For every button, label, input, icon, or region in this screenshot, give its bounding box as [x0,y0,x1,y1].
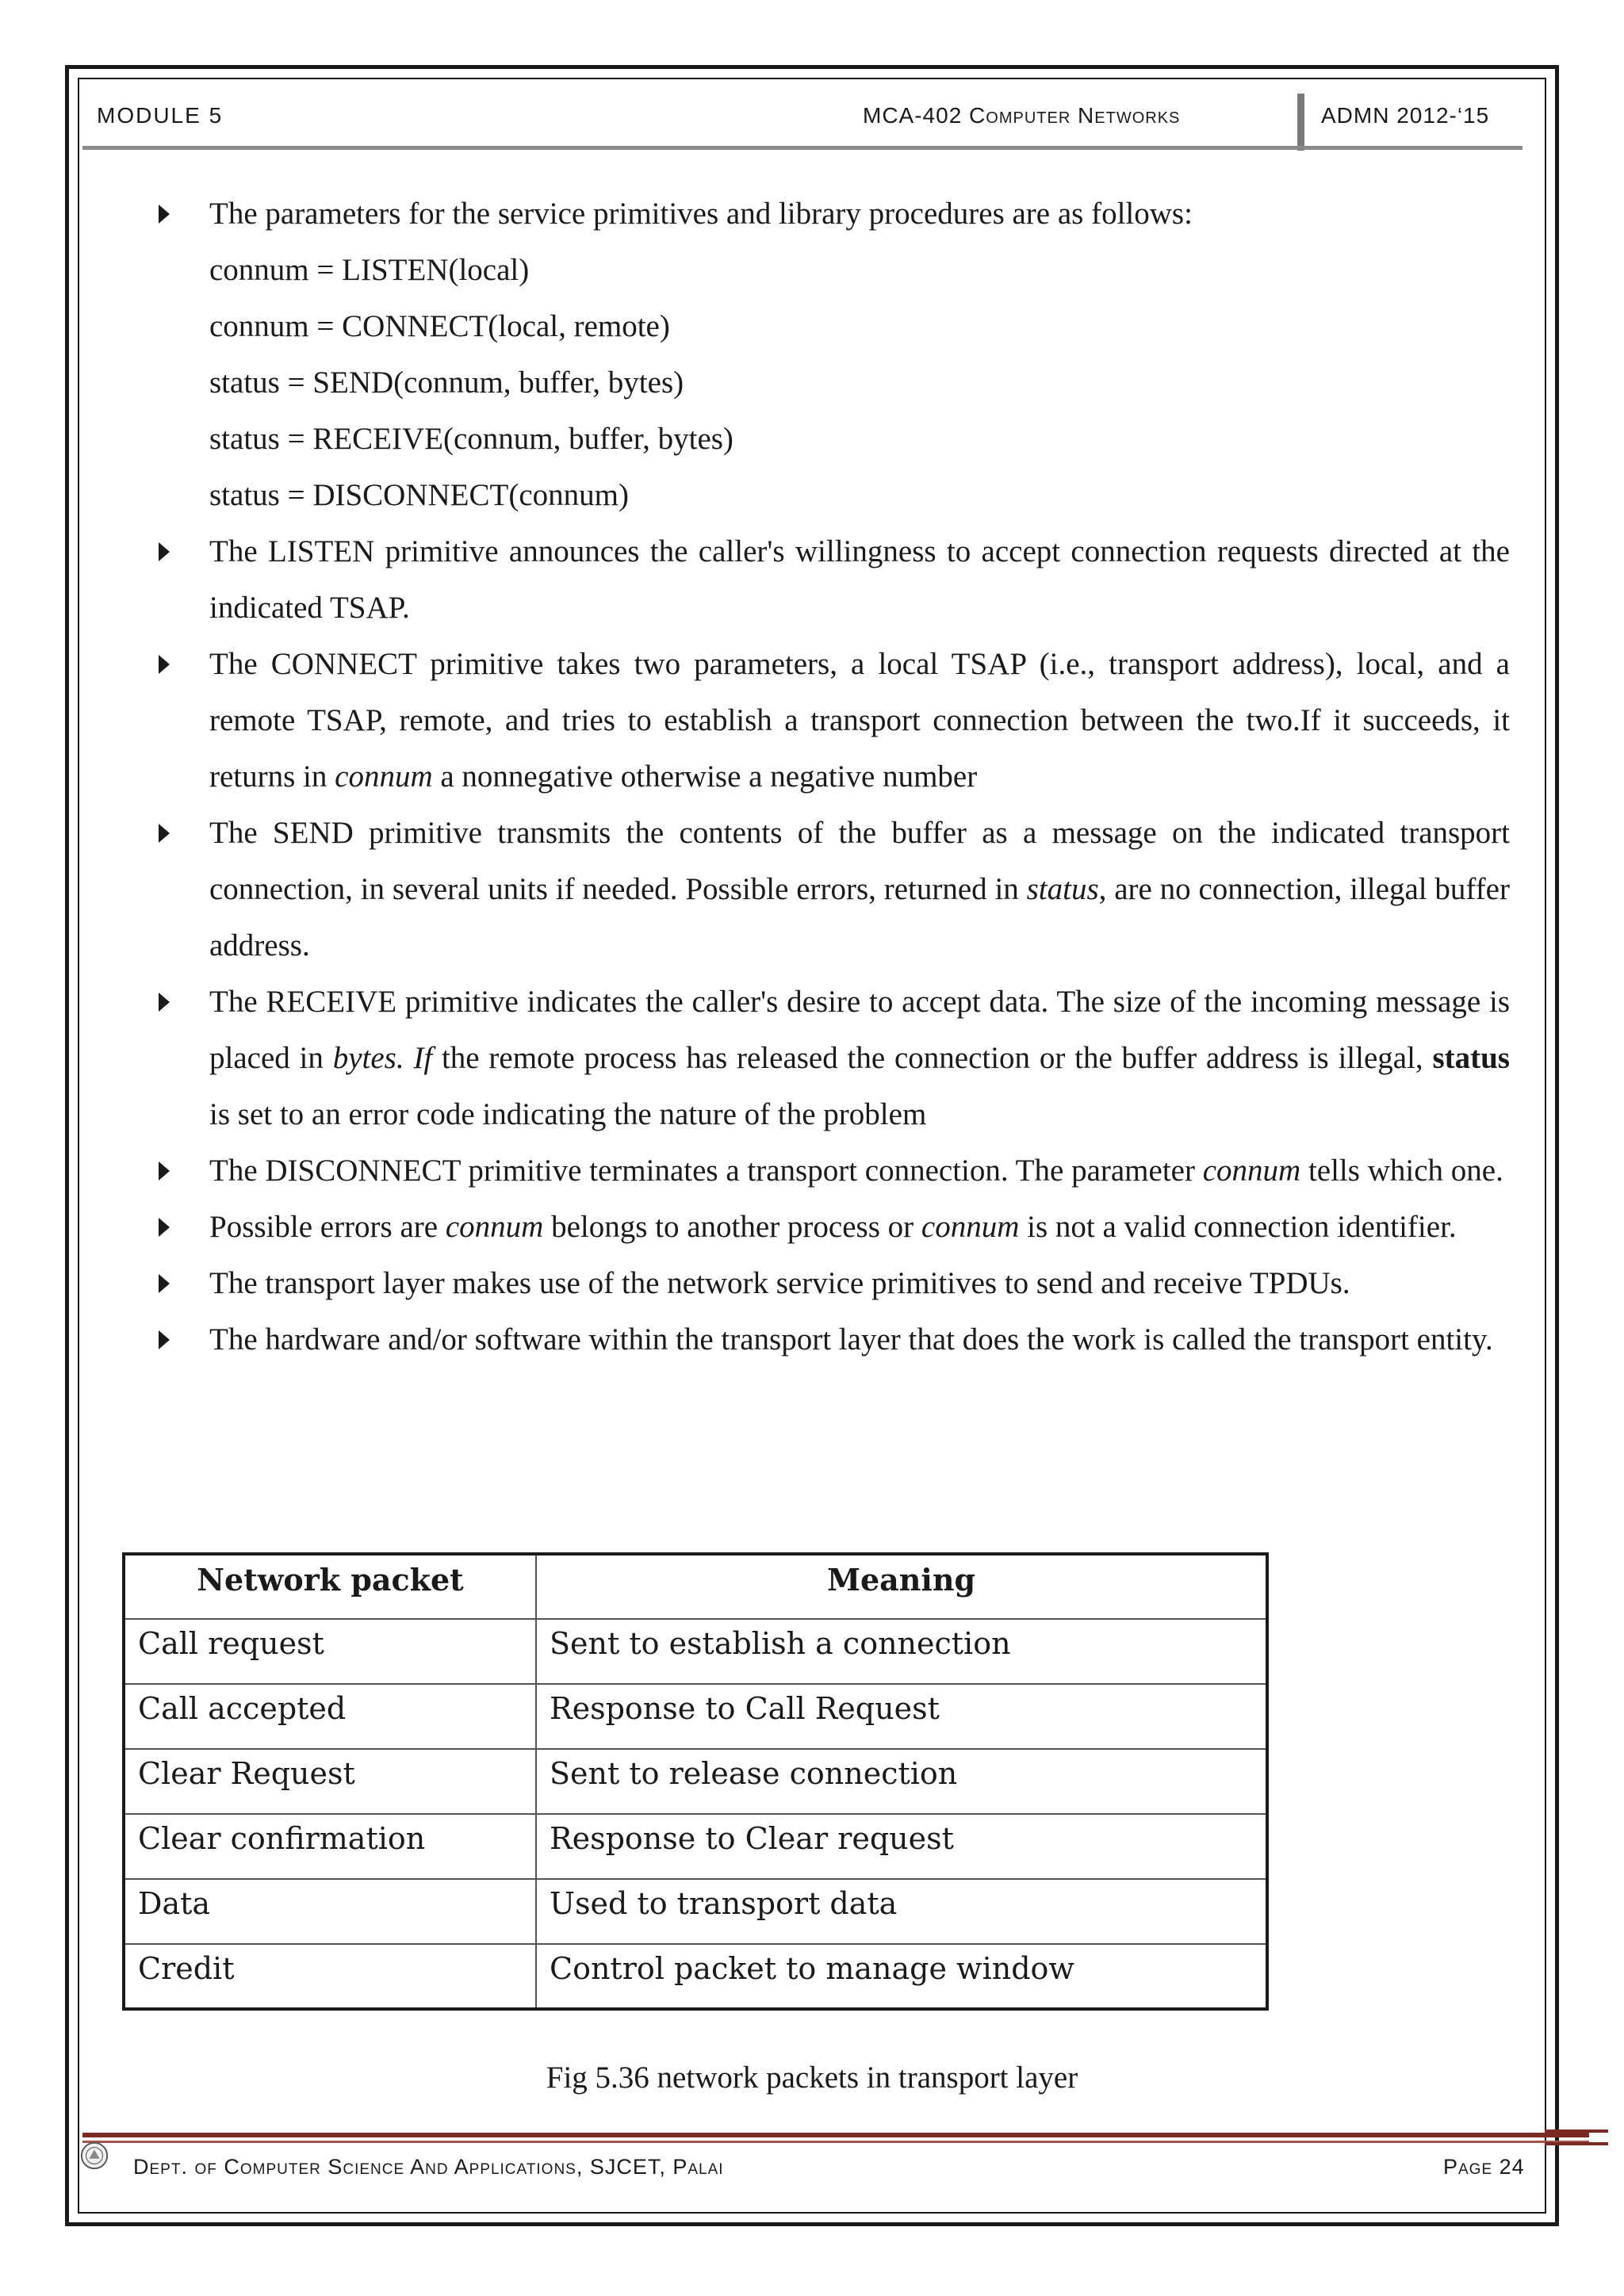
bullet-receive [155,974,1510,1142]
bullet-connect [155,636,1510,805]
table-cell-meaning: Used to transport data [536,1879,1267,1944]
send-text-b: , are no connection, illegal buffer address. [209,872,1510,962]
bullet-errors [155,1199,1510,1255]
errors-text-em2: connum [921,1210,1020,1244]
header-course: MCA-402 Computer Networks [863,103,1181,128]
bullet-disconnect [155,1142,1510,1199]
receive-text-a: The RECEIVE primitive indicates the caller's desire to accept data. The size of the incoming message is placed in [209,985,1510,1075]
footer-department: Dept. of Computer Science And Applications, SJCET, Palai [133,2155,724,2179]
errors-text-b: belongs to another process or [543,1210,921,1244]
figure-caption: Fig 5.36 network packets in transport layer [546,2061,1078,2095]
header-batch: ADMN 2012-‘15 [1321,103,1490,128]
table-cell-packet: Call accepted [124,1684,536,1749]
footer-rule-end [1545,2130,1608,2145]
table-row [124,1879,1267,1944]
bullet-arrow-icon [159,205,170,224]
table-cell-packet: Clear confirmation [124,1814,536,1879]
errors-text-a: Possible errors are [209,1210,446,1244]
header-rule [82,146,1522,150]
table-cell-meaning: Response to Clear request [536,1814,1267,1879]
page-content [155,186,1510,1368]
network-packets-table [122,1552,1269,2011]
bullet-arrow-icon [159,1274,170,1293]
bullet-arrow-icon [159,655,170,674]
bullet-arrow-icon [159,1330,170,1349]
table-row [124,1684,1267,1749]
primitive-listen: connum = LISTEN(local) [209,253,530,287]
bullet-arrow-icon [159,542,170,561]
table-header-meaning: Meaning [536,1554,1267,1619]
bullet-arrow-icon [159,993,170,1012]
primitive-send: status = SEND(connum, buffer, bytes) [209,365,684,400]
intro-text: The parameters for the service primitives and library procedures are as follows: [209,197,1193,231]
receive-text-em: bytes. If [332,1041,433,1075]
table-cell-packet: Clear Request [124,1749,536,1814]
disconnect-text-em: connum [1202,1154,1301,1188]
bullet-listen [155,523,1510,636]
table-header-row [124,1554,1267,1619]
bullet-arrow-icon [159,824,170,843]
disconnect-text-a: The DISCONNECT primitive terminates a transport connection. The parameter [209,1154,1203,1188]
bullet-network [155,1255,1510,1311]
primitive-connect: connum = CONNECT(local, remote) [209,309,670,343]
table-row [124,1749,1267,1814]
table-cell-meaning: Sent to release connection [536,1749,1267,1814]
table-cell-meaning: Sent to establish a connection [536,1619,1267,1684]
send-text-em: status [1026,872,1099,906]
network-text: The transport layer makes use of the network service primitives to send and receive TPDUs. [209,1266,1350,1300]
table-cell-meaning: Control packet to manage window [536,1944,1267,2009]
send-text-a: The SEND primitive transmits the contents of the buffer as a message on the indicated transport connection, in several units if needed. Possible errors, returned in [209,816,1510,906]
connect-text-em: connum [335,760,433,794]
bullet-entity [155,1311,1510,1368]
footer-rule-thin [82,2141,1589,2143]
header-module: MODULE 5 [97,103,224,128]
bullet-arrow-icon [159,1161,170,1181]
errors-text-c: is not a valid connection identifier. [1019,1210,1457,1244]
table-row [124,1619,1267,1684]
entity-text: The hardware and/or software within the transport layer that does the work is called the transport entity. [209,1322,1493,1357]
footer-rule [82,2133,1589,2137]
table-header-packet: Network packet [124,1554,536,1619]
receive-text-b: the remote process has released the connection or the buffer address is illegal, [432,1041,1433,1075]
receive-text-strong: status [1432,1041,1510,1075]
connect-text-b: a nonnegative otherwise a negative number [432,760,978,794]
table-row [124,1814,1267,1879]
connect-text-a: The CONNECT primitive takes two parameters, a local TSAP (i.e., transport address), local, and a remote TSAP, remote, and tries to establish a transport connection between the two.If it succeeds, it returns in [209,647,1510,794]
table-cell-packet: Credit [124,1944,536,2009]
primitive-receive: status = RECEIVE(connum, buffer, bytes) [209,422,733,456]
table-row [124,1944,1267,2009]
bullet-intro [155,186,1510,242]
footer-page-number: Page 24 [1443,2155,1525,2179]
errors-text-em1: connum [445,1210,544,1244]
table-cell-packet: Call request [124,1619,536,1684]
header-divider [1297,94,1304,151]
disconnect-text-b: tells which one. [1300,1154,1503,1188]
table-cell-meaning: Response to Call Request [536,1684,1267,1749]
bullet-arrow-icon [159,1218,170,1237]
college-logo-icon [79,2141,109,2171]
table-cell-packet: Data [124,1879,536,1944]
listen-text: The LISTEN primitive announces the caller's willingness to accept connection requests directed at the indicated TSAP. [209,534,1510,625]
receive-text-c: is set to an error code indicating the nature of the problem [209,1097,927,1131]
primitive-disconnect: status = DISCONNECT(connum) [209,478,629,512]
bullet-send [155,805,1510,974]
